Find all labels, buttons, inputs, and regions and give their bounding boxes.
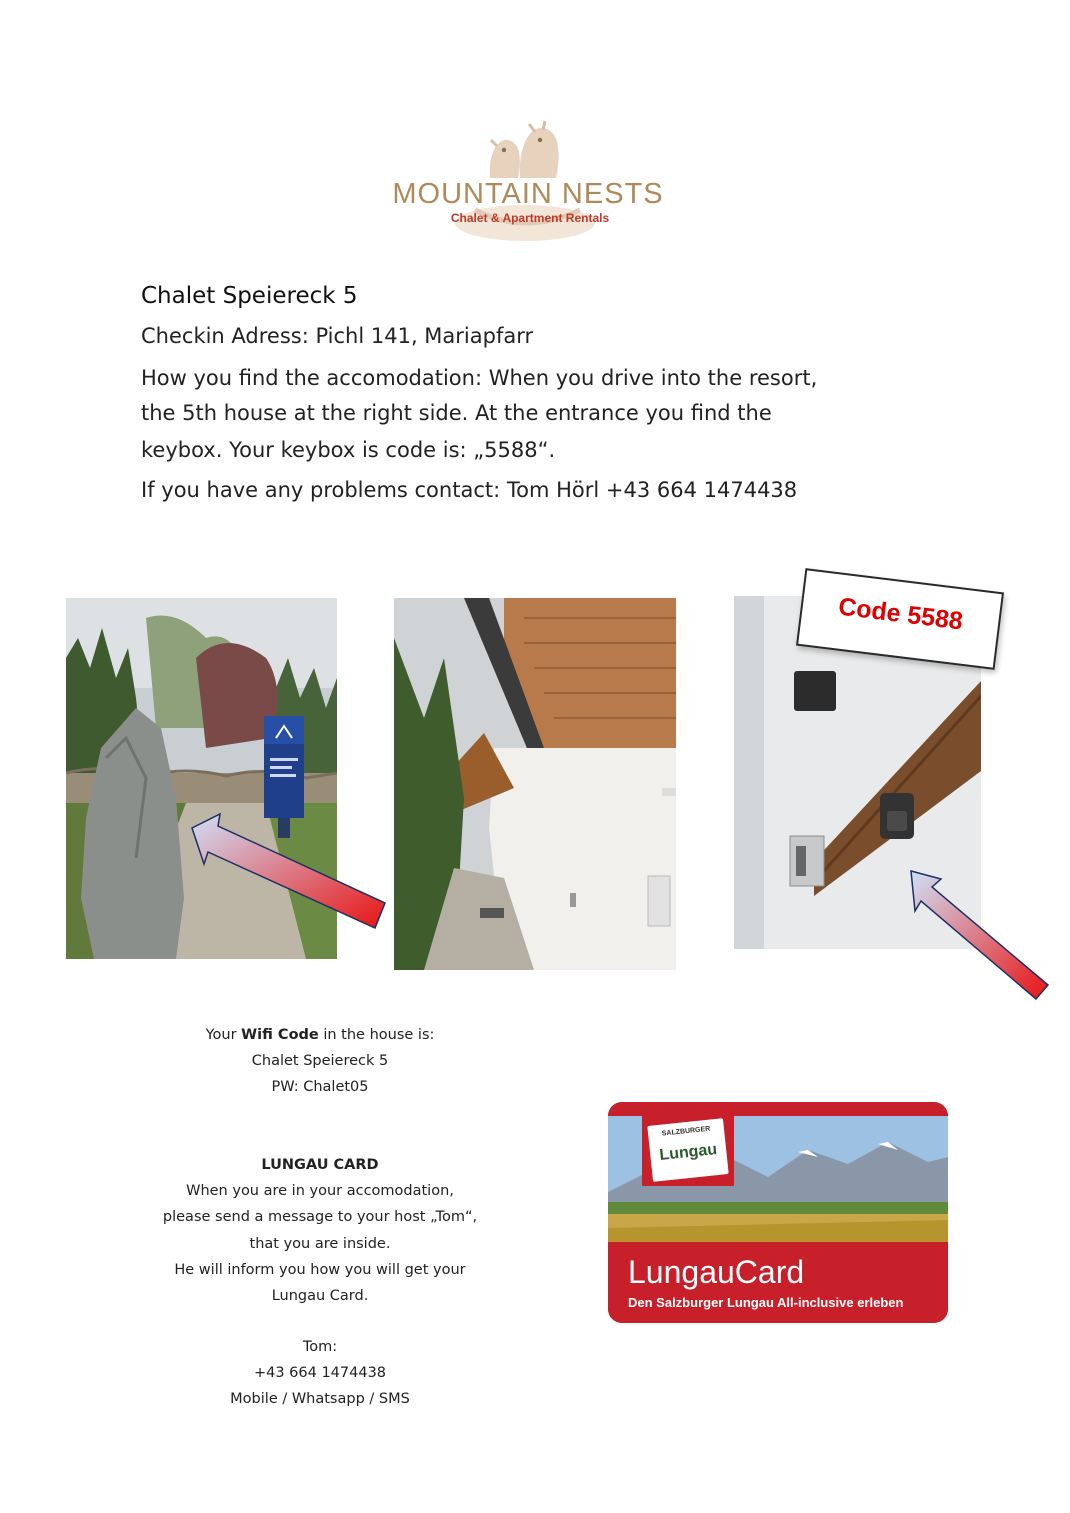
logo-brand-name: MOUNTAIN NESTS (392, 178, 664, 210)
badge-top-text: SALZBURGER (661, 1125, 711, 1138)
wifi-password: PW: Chalet05 (271, 1079, 369, 1095)
wifi-code-label: Wifi Code (241, 1027, 319, 1043)
lungau-badge (642, 1108, 734, 1186)
directions-line-2: the 5th house at the right side. At the entrance you find the (141, 401, 772, 425)
logo-tagline: Chalet & Apartment Rentals (450, 211, 610, 225)
contact-channels: Mobile / Whatsapp / SMS (230, 1391, 410, 1407)
lungau-line-1: When you are in your accomodation, (186, 1183, 454, 1199)
arrow-to-stone-icon (180, 808, 390, 933)
arrow-to-keybox-icon (905, 865, 1055, 1005)
lungau-card-image (608, 1102, 948, 1323)
wifi-network: Chalet Speiereck 5 (251, 1053, 389, 1069)
lungau-heading: LUNGAU CARD (261, 1157, 379, 1173)
checkin-address: Checkin Adress: Pichl 141, Mariapfarr (141, 324, 534, 348)
wifi-intro: Your Wifi Code in the house is: (205, 1027, 435, 1043)
page-title: Chalet Speiereck 5 (141, 283, 358, 309)
contact-phone: +43 664 1474438 (253, 1365, 387, 1381)
keybox-code-text: Code 5588 (836, 592, 965, 636)
lungau-line-4: He will inform you how you will get your (174, 1262, 466, 1278)
directions-line-1: How you find the accomodation: When you drive into the resort, (141, 366, 818, 390)
lungau-card-subtitle: Den Salzburger Lungau All-inclusive erleben (628, 1295, 904, 1310)
badge-main-text: Lungau (658, 1141, 718, 1164)
keybox-code-line: keybox. Your keybox is code is: „5588“. (141, 438, 556, 462)
contact-line: If you have any problems contact: Tom Hörl +43 664 1474438 (141, 478, 798, 502)
photo-house-entrance (394, 598, 676, 970)
lungau-line-2: please send a message to your host „Tom“, (162, 1209, 478, 1225)
lungau-line-5: Lungau Card. (271, 1288, 369, 1304)
mountain-nests-logo (380, 118, 670, 248)
contact-name: Tom: (302, 1339, 338, 1355)
lungau-line-3: that you are inside. (249, 1236, 391, 1252)
lungau-card-title: LungauCard (628, 1254, 805, 1290)
